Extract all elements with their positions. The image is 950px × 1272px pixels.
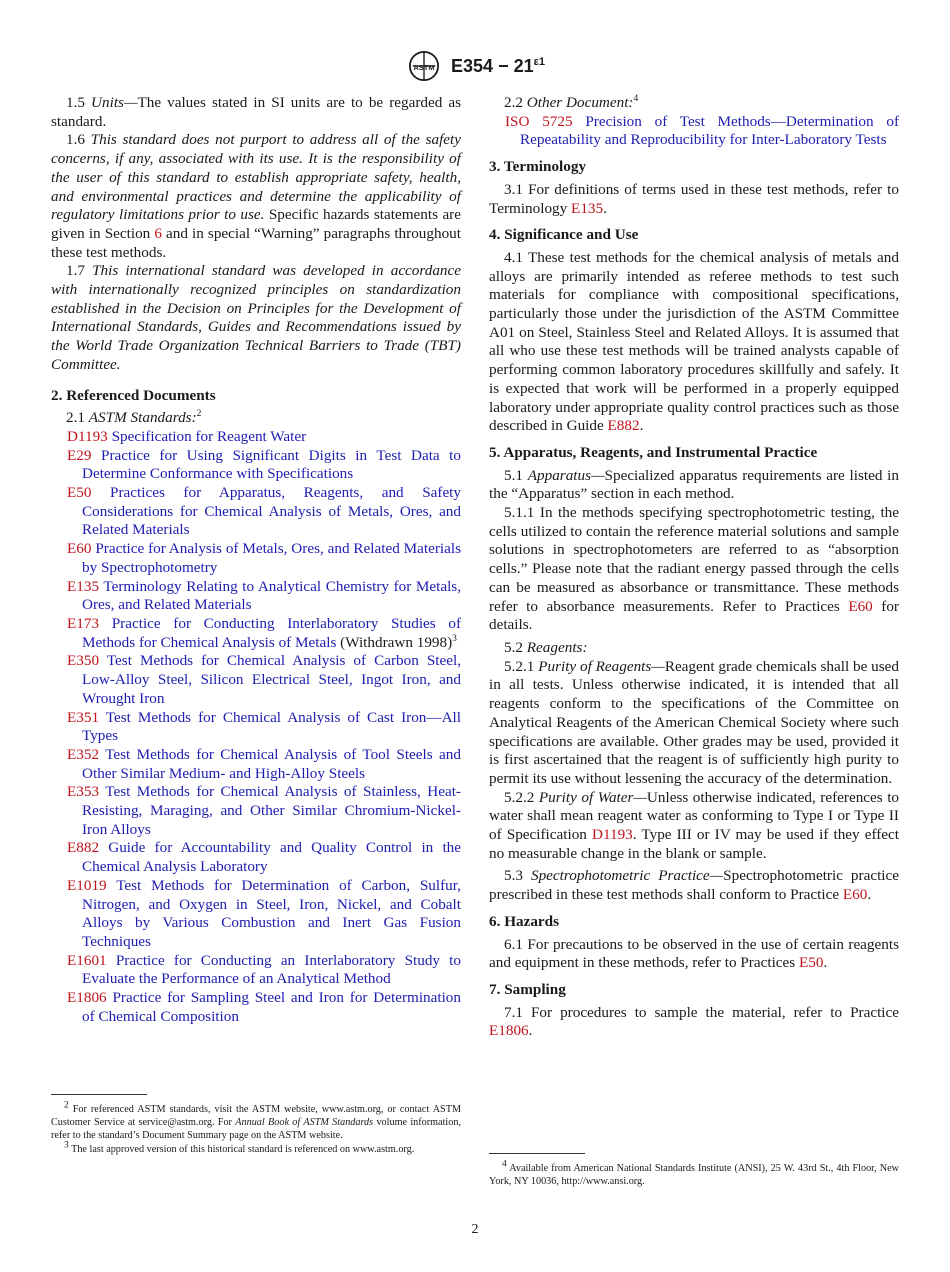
para-5-2-1: 5.2.1 Purity of Reagents—Reagent grade chemicals shall be used in all tests. Unless otherwise indicated, it is intended that all reagents conform to the specifications of the Committee on Analytical Reagents of the American Chemical Society where such specifications are available. Other grades may be used, provided it is first ascertained that the reagent is of sufficiently high purity to permit its use without lessening the accuracy of the determination. (489, 657, 899, 787)
reference-title[interactable]: Terminology Relating to Analytical Chemistry for Metals, Ores, and Related Materials (82, 577, 461, 614)
reference-item[interactable] (51, 652, 461, 708)
page-number: 2 (471, 1222, 479, 1237)
para-2-1: 2.1 ASTM Standards:$^2$ (66, 409, 202, 427)
reference-item[interactable] (51, 839, 461, 876)
reference-code[interactable]: E352 (67, 745, 100, 763)
para-4-1: 4.1 These test methods for the chemical analysis of metals and alloys are primarily intended as referee methods to test such materials for compliance with compositional specifications, particularly those under the jurisdiction of the ASTM Committee A01 on Steel, Stainless Steel and Related Alloys. It is assumed that all who use these test methods will be trained analysts capable of performing common laboratory procedures skillfully and safely. It is expected that work will be performed in a properly equipped laboratory under appropriate quality control practices such as those described in Guide E882. (489, 248, 899, 435)
para-2-2: 2.2 Other Document:$^4$ (504, 93, 639, 111)
reference-title[interactable]: Specification for Reagent Water (111, 427, 307, 445)
reference-title[interactable]: Practice for Analysis of Metals, Ores, and Related Materials by Spectrophotometry (82, 540, 462, 576)
left-column (51, 94, 461, 1026)
e1806-link[interactable]: E1806 (489, 1022, 529, 1040)
reference-code[interactable]: E353 (67, 783, 100, 801)
reference-code[interactable]: E1806 (67, 989, 107, 1007)
para-7-1: 7.1 For procedures to sample the material, refer to Practice E1806. (489, 1003, 899, 1040)
right-column (489, 94, 899, 1041)
section-4-heading: 4. Significance and Use (489, 226, 639, 244)
reference-item[interactable] (51, 746, 461, 783)
reference-title[interactable]: Practice for Sampling Steel and Iron for Determination of Chemical Composition (82, 989, 461, 1025)
reference-code[interactable]: E29 (67, 446, 92, 464)
para-1-5: 1.5 Units—The values stated in SI units are to be regarded as standard. (51, 94, 461, 130)
right-footnotes (489, 1153, 899, 1188)
reference-code[interactable]: E135 (67, 577, 100, 595)
reference-item[interactable] (51, 484, 461, 540)
reference-item[interactable] (51, 447, 461, 484)
reference-note: (Withdrawn 1998) (336, 633, 453, 651)
section-3-heading: 3. Terminology (489, 158, 587, 176)
left-footnotes (51, 1094, 461, 1156)
reference-code[interactable]: E882 (67, 839, 100, 857)
reference-item[interactable] (51, 709, 461, 746)
page-header (0, 50, 950, 87)
section-6-link[interactable]: 6 (154, 224, 162, 242)
reference-item[interactable] (51, 428, 461, 447)
reference-item[interactable] (51, 989, 461, 1026)
para-3-1: 3.1 For definitions of terms used in these test methods, refer to Terminology E135. (489, 180, 899, 217)
ref-iso-5725[interactable]: ISO 5725 Precision of Test Methods—Determination of Repeatability and Reproducibility for Inter-Laboratory Tests (505, 112, 900, 149)
e60-link[interactable]: E60 (848, 597, 873, 615)
section-5-heading: 5. Apparatus, Reagents, and Instrumental Practice (489, 443, 818, 461)
reference-title[interactable]: Test Methods for Chemical Analysis of Cast Iron—All Types (82, 708, 461, 745)
reference-code[interactable]: E351 (67, 708, 100, 726)
reference-title[interactable]: Test Methods for Determination of Carbon, Sulfur, Nitrogen, and Oxygen in Steel, Iron, Nickel, and Cobalt Alloys by Various Combustion and Inert Gas Fusion Techniques (82, 876, 461, 950)
reference-code[interactable]: D1193 (67, 427, 108, 445)
referenced-documents-list (51, 428, 461, 1027)
reference-code[interactable]: E60 (67, 540, 92, 558)
reference-code[interactable]: E350 (67, 652, 100, 670)
para-5-3: 5.3 Spectrophotometric Practice—Spectrophotometric practice prescribed in these test methods shall conform to Practice E60. (489, 867, 899, 904)
svg-text:ASTM: ASTM (413, 62, 435, 72)
reference-title[interactable]: Practice for Using Significant Digits in Test Data to Determine Conformance with Specifications (82, 446, 461, 483)
footnote-4: $^4$ Available from American National Standards Institute (ANSI), 25 W. 43rd St., 4th Floor, New York, NY 10036, http://www.ansi.org. (489, 1159, 899, 1188)
footnote-3: $^3$ The last approved version of this historical standard is referenced on www.astm.org. (64, 1140, 415, 1155)
d1193-link[interactable]: D1193 (591, 826, 633, 844)
para-5-1: 5.1 Apparatus—Specialized apparatus requirements are listed in the “Apparatus” section in each method. (489, 466, 899, 503)
reference-title[interactable]: Practices for Apparatus, Reagents, and Safety Considerations for Chemical Analysis of Metals, Ores, and Related Materials (82, 484, 461, 539)
reference-title[interactable]: Guide for Accountability and Quality Control in the Chemical Analysis Laboratory (82, 839, 461, 876)
e882-link[interactable]: E882 (607, 417, 640, 435)
para-5-2-2: 5.2.2 Purity of Water—Unless otherwise indicated, references to water shall mean reagent water as conforming to Type I or Type II of Specification D1193. Type III or IV may be used if they effect no measurable change in the blank or sample. (489, 788, 900, 862)
para-5-1-1: 5.1.1 In the methods specifying spectrophotometric testing, the cells utilized to contain the reference material solutions and sample solutions in spectrophotometers are referred to as “absorption cells.” Please note that the radiant energy passed through the cells can be measured as absorbance or transmittance. These methods refer to absorbance measurements. Refer to Practices E60 for details. (489, 504, 899, 634)
reference-code[interactable]: E50 (67, 484, 92, 502)
para-1-6: 1.6 This standard does not purport to address all of the safety concerns, if any, associated with its use. It is the responsibility of the user of this standard to establish appropriate safety, health, and environmental practices and determine the applicability of regulatory limitations prior to use. Specific hazards statements are given in Section 6 and in special “Warning” paragraphs throughout these test methods. (51, 131, 462, 261)
reference-title[interactable]: Test Methods for Chemical Analysis of Stainless, Heat-Resisting, Maraging, and Other Similar Chromium-Nickel-Iron Alloys (82, 783, 461, 838)
astm-logo-icon (405, 50, 443, 82)
footnote-marker: 3 (452, 633, 457, 644)
e50-link[interactable]: E50 (798, 954, 824, 972)
reference-item[interactable] (51, 540, 461, 577)
reference-code[interactable]: E1019 (67, 876, 107, 894)
section-2-heading: 2. Referenced Documents (51, 386, 216, 404)
reference-title[interactable]: Test Methods for Chemical Analysis of Tool Steels and Other Similar Medium- and High-Alloy Steels (82, 745, 461, 782)
e60-link-2[interactable]: E60 (842, 886, 868, 904)
reference-code[interactable]: E1601 (67, 951, 107, 969)
para-5-2: 5.2 Reagents: (504, 638, 588, 656)
standard-designation: $E354 - 21^{\varepsilon 1}$ (451, 55, 545, 76)
footnote-rule (489, 1153, 585, 1154)
footnote-rule (51, 1094, 147, 1095)
section-7-heading: 7. Sampling (489, 980, 566, 998)
reference-code[interactable]: E173 (67, 614, 100, 632)
reference-title[interactable]: Practice for Conducting Interlaboratory Studies of Methods for Chemical Analysis of Metals (82, 614, 461, 651)
para-6-1: 6.1 For precautions to be observed in the use of certain reagents and equipment in these methods, refer to Practices E50. (489, 935, 899, 972)
reference-item[interactable] (51, 578, 461, 615)
reference-title[interactable]: Practice for Conducting an Interlaboratory Study to Evaluate the Performance of an Analytical Method (82, 951, 461, 988)
footnote-2: $^2$ For referenced ASTM standards, visit the ASTM website, www.astm.org, or contact ASTM Customer Service at service@astm.org. For Annual Book of ASTM Standards volume information, refer to the standard’s Document Summary page on the ASTM website. (51, 1100, 461, 1142)
e135-link[interactable]: E135 (571, 199, 604, 217)
reference-item[interactable] (51, 615, 461, 652)
para-1-7: 1.7 This international standard was developed in accordance with internationally recognized principles on standardization established in the Decision on Principles for the Development of International Standards, Guides and Recommendations issued by the World Trade Organization Technical Barriers to Trade (TBT) Committee. (51, 262, 462, 373)
reference-title[interactable]: Test Methods for Chemical Analysis of Carbon Steel, Low-Alloy Steel, Silicon Electrical Steel, Ingot Iron, and Wrought Iron (82, 652, 461, 707)
reference-item[interactable] (51, 783, 461, 839)
section-6-heading: 6. Hazards (489, 912, 560, 930)
reference-item[interactable] (51, 877, 461, 952)
reference-item[interactable] (51, 952, 461, 989)
